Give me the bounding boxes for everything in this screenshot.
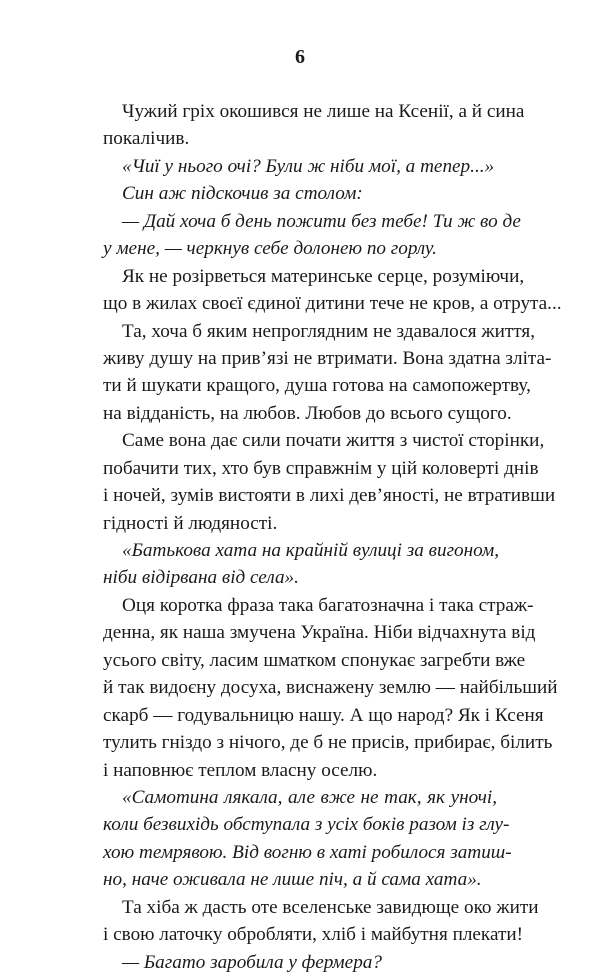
text-line: «Самотина лякала, але вже не так, як уночі, xyxy=(122,786,497,808)
text-line: но, наче оживала не лише піч, а й сама хата». xyxy=(103,869,482,891)
text-line: — Дай хоча б день пожити без тебе! Ти ж во де xyxy=(122,210,521,232)
text-line: ти й шукати кращого, душа готова на самопожертву, xyxy=(103,375,531,397)
text-line: коли безвихідь обступала з усіх боків разом із глу- xyxy=(103,814,510,836)
text-line: — Багато заробила у фермера? xyxy=(122,951,382,973)
text-line: «Чиї у нього очі? Були ж ніби мої, а тепер...» xyxy=(122,155,495,177)
paragraph xyxy=(103,894,539,949)
italic-paragraph xyxy=(103,153,497,180)
paragraph xyxy=(103,318,552,428)
italic-paragraph xyxy=(103,180,497,207)
text-line: ніби відірвана від села». xyxy=(103,567,299,589)
text-line: побачити тих, хто був справжнім у цій коловерті днів xyxy=(103,457,539,479)
text-line: Чужий гріх окошився не лише на Ксенії, а й сина xyxy=(122,101,525,122)
paragraph xyxy=(103,592,558,784)
text-line: що в жилах своєї єдиної дитини тече не кров, а отрута... xyxy=(103,293,562,315)
paragraph xyxy=(103,98,525,153)
text-line: на відданість, на любов. Любов до всього сущого. xyxy=(103,402,512,424)
text-line: і наповнює теплом власну оселю. xyxy=(103,759,378,781)
text-line: покалічив. xyxy=(103,128,190,150)
text-line: Син аж підскочив за столом: xyxy=(122,183,363,205)
italic-paragraph xyxy=(103,208,521,263)
italic-paragraph xyxy=(103,949,497,976)
text-line: і свою латочку обробляти, хліб і майбутня плекати! xyxy=(103,924,524,946)
text-line: Як не розірветься материнське серце, розуміючи, xyxy=(122,265,525,287)
text-line: гідності й людяності. xyxy=(103,512,278,534)
paragraph xyxy=(103,263,562,318)
text-line: Та хіба ж дасть оте вселенське завидюще око жити xyxy=(122,896,539,918)
paragraph xyxy=(103,427,556,537)
text-line: Саме вона дає сили почати життя з чистої сторінки, xyxy=(122,430,545,452)
text-line: і ночей, зумів вистояти в лихі дев’яності, не втративши xyxy=(103,485,556,507)
text-line: денна, як наша змучена Україна. Ніби відчахнута від xyxy=(103,622,536,644)
italic-paragraph xyxy=(103,784,512,894)
text-line: Та, хоча б яким непроглядним не здавалося життя, xyxy=(122,320,535,342)
text-line: усього світу, ласим шматком спонукає загребти вже xyxy=(103,649,526,671)
text-line: тулить гніздо з нічого, де б не присів, прибирає, білить xyxy=(103,732,553,754)
text-line: живу душу на прив’язі не втримати. Вона здатна зліта- xyxy=(103,347,552,369)
text-line: й так видоєну досуха, виснажену землю — найбільший xyxy=(103,677,558,699)
italic-paragraph xyxy=(103,537,500,592)
body-text xyxy=(103,98,562,976)
text-line: скарб — годувальницю нашу. А що народ? Як і Ксеня xyxy=(103,704,544,726)
text-line: у мене, — черкнув себе долонею по горлу. xyxy=(103,238,437,260)
text-line: Оця коротка фраза така багатозначна і така страж- xyxy=(122,594,534,616)
page-number: 6 xyxy=(295,46,305,68)
text-line: «Батькова хата на крайній вулиці за вигоном, xyxy=(122,540,500,561)
text-line: хою темрявою. Від вогню в хаті робилося затиш- xyxy=(103,841,512,863)
